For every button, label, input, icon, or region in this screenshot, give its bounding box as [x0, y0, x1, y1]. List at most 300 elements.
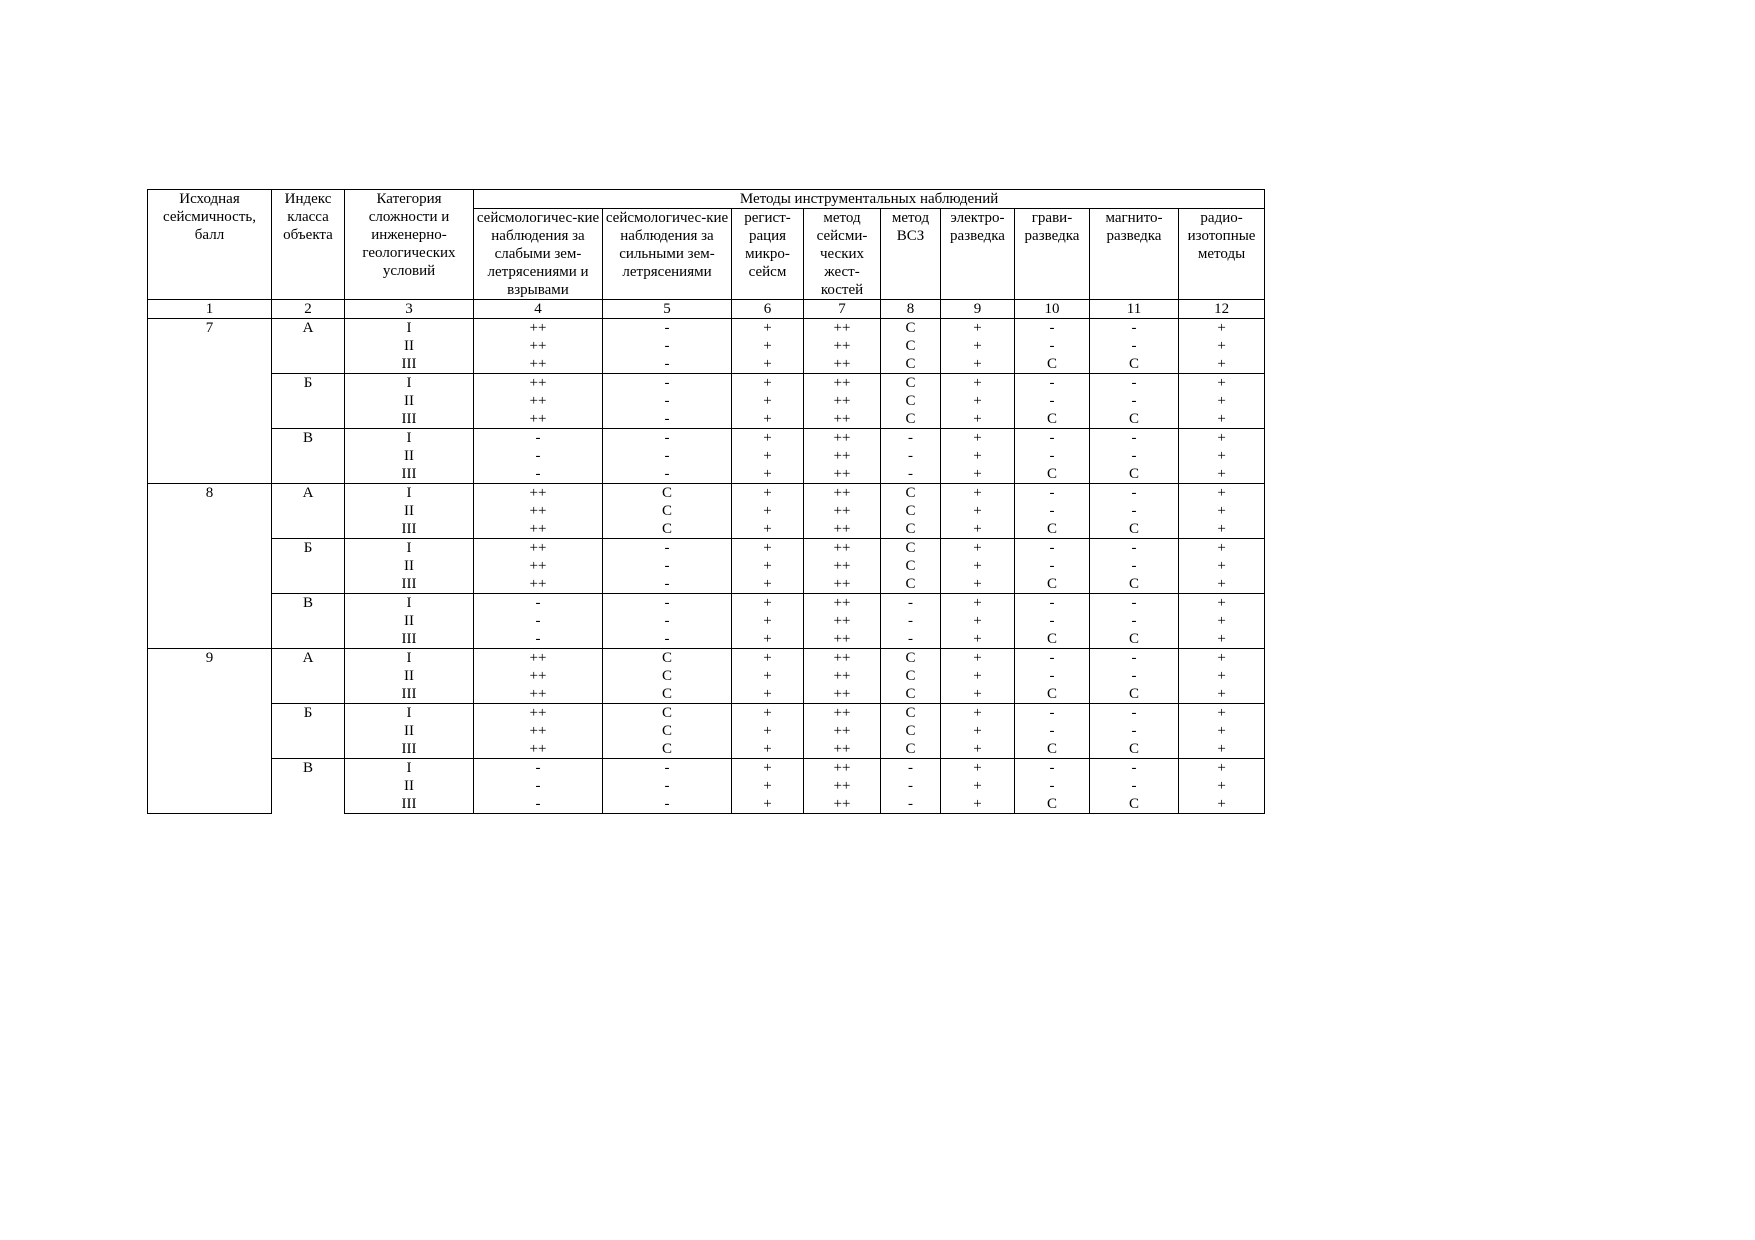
- method-value-cell: -: [603, 795, 732, 814]
- category-cell: I: [345, 704, 474, 723]
- method-value-cell: +: [1179, 429, 1265, 448]
- category-cell: II: [345, 777, 474, 795]
- method-value-cell: +: [941, 594, 1015, 613]
- method-value-cell: +: [1179, 374, 1265, 393]
- method-value-cell: С: [1090, 410, 1179, 429]
- category-cell: II: [345, 502, 474, 520]
- category-cell: III: [345, 740, 474, 759]
- method-value-cell: С: [1015, 685, 1090, 704]
- table-row: [148, 374, 1265, 393]
- method-value-cell: -: [1090, 319, 1179, 338]
- method-value-cell: +: [732, 759, 804, 778]
- column-number: 2: [272, 300, 345, 319]
- category-cell: II: [345, 557, 474, 575]
- category-cell: I: [345, 539, 474, 558]
- table-row: [148, 539, 1265, 558]
- seismicity-cell: 9: [148, 649, 272, 814]
- method-value-cell: -: [1090, 759, 1179, 778]
- category-cell: III: [345, 630, 474, 649]
- method-value-cell: ++: [804, 740, 881, 759]
- method-value-cell: +: [732, 447, 804, 465]
- column-number: 4: [474, 300, 603, 319]
- column-number: 10: [1015, 300, 1090, 319]
- method-value-cell: ++: [474, 484, 603, 503]
- method-value-cell: -: [603, 777, 732, 795]
- method-value-cell: -: [603, 594, 732, 613]
- category-cell: I: [345, 319, 474, 338]
- method-value-cell: ++: [804, 337, 881, 355]
- column-number: 8: [881, 300, 941, 319]
- method-value-cell: -: [603, 612, 732, 630]
- class-index-cell: А: [272, 319, 345, 374]
- method-value-cell: -: [1015, 594, 1090, 613]
- method-value-cell: С: [881, 685, 941, 704]
- method-value-cell: ++: [804, 502, 881, 520]
- method-value-cell: +: [941, 520, 1015, 539]
- method-value-cell: +: [732, 484, 804, 503]
- method-value-cell: ++: [474, 685, 603, 704]
- method-value-cell: -: [474, 612, 603, 630]
- header-method-seismic-rigidity: метод сейсми-ческих жест-костей: [804, 209, 881, 300]
- method-value-cell: ++: [474, 667, 603, 685]
- header-method-gravi: грави-разведка: [1015, 209, 1090, 300]
- method-value-cell: ++: [474, 557, 603, 575]
- method-value-cell: -: [1090, 392, 1179, 410]
- method-value-cell: С: [881, 484, 941, 503]
- method-value-cell: +: [941, 557, 1015, 575]
- method-value-cell: -: [1015, 759, 1090, 778]
- method-value-cell: +: [732, 612, 804, 630]
- method-value-cell: ++: [804, 539, 881, 558]
- method-value-cell: ++: [804, 704, 881, 723]
- column-number: 1: [148, 300, 272, 319]
- method-value-cell: +: [732, 740, 804, 759]
- method-value-cell: -: [881, 795, 941, 814]
- method-value-cell: -: [1015, 502, 1090, 520]
- method-value-cell: С: [1090, 575, 1179, 594]
- table-row: [148, 649, 1265, 668]
- method-value-cell: -: [474, 630, 603, 649]
- method-value-cell: +: [1179, 740, 1265, 759]
- method-value-cell: +: [1179, 777, 1265, 795]
- method-value-cell: +: [1179, 649, 1265, 668]
- method-value-cell: -: [881, 777, 941, 795]
- method-value-cell: -: [1015, 777, 1090, 795]
- method-value-cell: +: [1179, 410, 1265, 429]
- method-value-cell: -: [1090, 337, 1179, 355]
- method-value-cell: ++: [474, 502, 603, 520]
- method-value-cell: +: [941, 777, 1015, 795]
- method-value-cell: +: [1179, 392, 1265, 410]
- method-value-cell: С: [1090, 630, 1179, 649]
- method-value-cell: ++: [804, 374, 881, 393]
- category-cell: I: [345, 484, 474, 503]
- column-number: 12: [1179, 300, 1265, 319]
- method-value-cell: С: [881, 722, 941, 740]
- method-value-cell: С: [603, 502, 732, 520]
- header-method-magneto: магнито-разведка: [1090, 209, 1179, 300]
- method-value-cell: ++: [474, 337, 603, 355]
- method-value-cell: +: [732, 777, 804, 795]
- method-value-cell: ++: [804, 355, 881, 374]
- method-value-cell: +: [732, 539, 804, 558]
- method-value-cell: +: [732, 667, 804, 685]
- method-value-cell: +: [941, 355, 1015, 374]
- method-value-cell: +: [941, 704, 1015, 723]
- class-index-cell: В: [272, 594, 345, 649]
- method-value-cell: С: [1090, 795, 1179, 814]
- method-value-cell: -: [1090, 777, 1179, 795]
- category-cell: III: [345, 520, 474, 539]
- header-class-index: Индекс класса объекта: [272, 190, 345, 300]
- method-value-cell: С: [881, 667, 941, 685]
- method-value-cell: С: [1015, 520, 1090, 539]
- method-value-cell: ++: [804, 777, 881, 795]
- method-value-cell: -: [1090, 612, 1179, 630]
- category-cell: III: [345, 465, 474, 484]
- category-cell: III: [345, 410, 474, 429]
- method-value-cell: С: [1090, 520, 1179, 539]
- method-value-cell: С: [881, 502, 941, 520]
- methods-table: [147, 189, 1265, 814]
- method-value-cell: ++: [804, 575, 881, 594]
- method-value-cell: ++: [804, 465, 881, 484]
- method-value-cell: -: [1015, 539, 1090, 558]
- header-seismicity: Исходная сейсмичность, балл: [148, 190, 272, 300]
- method-value-cell: С: [1090, 740, 1179, 759]
- method-value-cell: С: [881, 649, 941, 668]
- method-value-cell: С: [1090, 685, 1179, 704]
- seismicity-cell: 7: [148, 319, 272, 484]
- class-index-cell: В: [272, 429, 345, 484]
- method-value-cell: С: [881, 557, 941, 575]
- method-value-cell: ++: [804, 759, 881, 778]
- category-cell: II: [345, 667, 474, 685]
- method-value-cell: ++: [804, 649, 881, 668]
- method-value-cell: +: [732, 337, 804, 355]
- method-value-cell: +: [732, 502, 804, 520]
- method-value-cell: +: [941, 392, 1015, 410]
- method-value-cell: +: [941, 685, 1015, 704]
- method-value-cell: С: [881, 575, 941, 594]
- method-value-cell: С: [603, 685, 732, 704]
- header-method-radioisotope: радио-изотопные методы: [1179, 209, 1265, 300]
- method-value-cell: -: [881, 612, 941, 630]
- method-value-cell: +: [732, 704, 804, 723]
- column-numbers-row: [148, 300, 1265, 319]
- class-index-cell: Б: [272, 374, 345, 429]
- method-value-cell: +: [732, 410, 804, 429]
- category-cell: I: [345, 759, 474, 778]
- seismicity-cell: 8: [148, 484, 272, 649]
- method-value-cell: +: [941, 374, 1015, 393]
- method-value-cell: С: [1015, 465, 1090, 484]
- method-value-cell: +: [732, 557, 804, 575]
- category-cell: II: [345, 722, 474, 740]
- method-value-cell: С: [603, 520, 732, 539]
- table-row: [148, 484, 1265, 503]
- method-value-cell: -: [1015, 337, 1090, 355]
- category-cell: III: [345, 795, 474, 814]
- method-value-cell: -: [881, 594, 941, 613]
- method-value-cell: -: [603, 337, 732, 355]
- method-value-cell: ++: [474, 319, 603, 338]
- method-value-cell: +: [941, 759, 1015, 778]
- method-value-cell: +: [1179, 704, 1265, 723]
- method-value-cell: -: [603, 465, 732, 484]
- method-value-cell: ++: [474, 392, 603, 410]
- method-value-cell: +: [941, 465, 1015, 484]
- class-index-cell: А: [272, 649, 345, 704]
- method-value-cell: ++: [804, 520, 881, 539]
- method-value-cell: ++: [474, 374, 603, 393]
- method-value-cell: С: [1015, 795, 1090, 814]
- method-value-cell: +: [1179, 447, 1265, 465]
- category-cell: III: [345, 575, 474, 594]
- method-value-cell: -: [1015, 722, 1090, 740]
- method-value-cell: ++: [474, 649, 603, 668]
- method-value-cell: -: [474, 429, 603, 448]
- method-value-cell: С: [881, 319, 941, 338]
- method-value-cell: -: [1015, 319, 1090, 338]
- method-value-cell: -: [881, 630, 941, 649]
- method-value-cell: ++: [474, 704, 603, 723]
- table-row: [148, 704, 1265, 723]
- header-row: [148, 190, 1265, 209]
- method-value-cell: -: [1015, 447, 1090, 465]
- method-value-cell: -: [1090, 557, 1179, 575]
- method-value-cell: +: [941, 630, 1015, 649]
- column-number: 11: [1090, 300, 1179, 319]
- method-value-cell: -: [474, 594, 603, 613]
- method-value-cell: +: [1179, 520, 1265, 539]
- table-row: [148, 429, 1265, 448]
- method-value-cell: С: [603, 484, 732, 503]
- method-value-cell: +: [1179, 575, 1265, 594]
- method-value-cell: С: [603, 649, 732, 668]
- method-value-cell: +: [941, 447, 1015, 465]
- method-value-cell: ++: [474, 740, 603, 759]
- category-cell: I: [345, 374, 474, 393]
- method-value-cell: ++: [804, 410, 881, 429]
- header-method-microseism: регист-рация микро-сейсм: [732, 209, 804, 300]
- method-value-cell: +: [1179, 539, 1265, 558]
- column-number: 9: [941, 300, 1015, 319]
- method-value-cell: -: [603, 447, 732, 465]
- class-index-cell: Б: [272, 704, 345, 759]
- table-row: [148, 594, 1265, 613]
- method-value-cell: +: [1179, 484, 1265, 503]
- header-methods-group: Методы инструментальных наблюдений: [474, 190, 1265, 209]
- header-method-vsz: метод ВСЗ: [881, 209, 941, 300]
- method-value-cell: ++: [804, 484, 881, 503]
- method-value-cell: С: [1015, 355, 1090, 374]
- method-value-cell: +: [941, 484, 1015, 503]
- method-value-cell: С: [1015, 575, 1090, 594]
- method-value-cell: +: [941, 795, 1015, 814]
- method-value-cell: С: [603, 704, 732, 723]
- method-value-cell: +: [732, 429, 804, 448]
- method-value-cell: -: [474, 759, 603, 778]
- method-value-cell: +: [941, 337, 1015, 355]
- method-value-cell: -: [1015, 484, 1090, 503]
- method-value-cell: +: [1179, 685, 1265, 704]
- table-row: [148, 319, 1265, 338]
- method-value-cell: +: [941, 429, 1015, 448]
- method-value-cell: С: [881, 740, 941, 759]
- method-value-cell: +: [1179, 594, 1265, 613]
- method-value-cell: +: [1179, 319, 1265, 338]
- method-value-cell: -: [881, 429, 941, 448]
- method-value-cell: -: [603, 630, 732, 649]
- method-value-cell: -: [474, 447, 603, 465]
- method-value-cell: -: [603, 575, 732, 594]
- method-value-cell: -: [603, 759, 732, 778]
- column-number: 5: [603, 300, 732, 319]
- category-cell: I: [345, 429, 474, 448]
- method-value-cell: ++: [804, 630, 881, 649]
- method-value-cell: -: [1090, 484, 1179, 503]
- method-value-cell: +: [1179, 722, 1265, 740]
- method-value-cell: ++: [474, 539, 603, 558]
- method-value-cell: +: [732, 319, 804, 338]
- method-value-cell: -: [1015, 704, 1090, 723]
- method-value-cell: С: [603, 740, 732, 759]
- class-index-cell: В: [272, 759, 345, 814]
- method-value-cell: +: [941, 740, 1015, 759]
- category-cell: II: [345, 392, 474, 410]
- method-value-cell: С: [1015, 740, 1090, 759]
- method-value-cell: -: [1090, 502, 1179, 520]
- method-value-cell: +: [732, 392, 804, 410]
- method-value-cell: +: [732, 465, 804, 484]
- method-value-cell: С: [881, 539, 941, 558]
- method-value-cell: ++: [474, 575, 603, 594]
- method-value-cell: ++: [804, 319, 881, 338]
- method-value-cell: +: [941, 722, 1015, 740]
- method-value-cell: -: [1015, 392, 1090, 410]
- method-value-cell: +: [1179, 557, 1265, 575]
- method-value-cell: +: [941, 575, 1015, 594]
- method-value-cell: -: [1015, 557, 1090, 575]
- method-value-cell: ++: [804, 392, 881, 410]
- method-value-cell: -: [603, 355, 732, 374]
- method-value-cell: +: [1179, 502, 1265, 520]
- header-method-strong-seismology: сейсмологичес-кие наблюдения за сильными зем-летрясениями: [603, 209, 732, 300]
- method-value-cell: ++: [804, 594, 881, 613]
- category-cell: II: [345, 612, 474, 630]
- method-value-cell: ++: [804, 557, 881, 575]
- method-value-cell: +: [1179, 667, 1265, 685]
- method-value-cell: +: [732, 722, 804, 740]
- method-value-cell: ++: [804, 685, 881, 704]
- method-value-cell: -: [603, 374, 732, 393]
- method-value-cell: -: [1090, 429, 1179, 448]
- method-value-cell: +: [941, 410, 1015, 429]
- method-value-cell: С: [881, 392, 941, 410]
- method-value-cell: -: [1090, 539, 1179, 558]
- method-value-cell: +: [941, 502, 1015, 520]
- category-cell: III: [345, 685, 474, 704]
- method-value-cell: С: [1015, 410, 1090, 429]
- category-cell: II: [345, 447, 474, 465]
- method-value-cell: +: [732, 685, 804, 704]
- table-row: [148, 759, 1265, 778]
- method-value-cell: С: [881, 374, 941, 393]
- method-value-cell: -: [1015, 667, 1090, 685]
- method-value-cell: -: [603, 539, 732, 558]
- method-value-cell: +: [1179, 795, 1265, 814]
- method-value-cell: -: [1090, 649, 1179, 668]
- method-value-cell: С: [881, 704, 941, 723]
- header-method-electro: электро-разведка: [941, 209, 1015, 300]
- method-value-cell: +: [732, 594, 804, 613]
- method-value-cell: -: [474, 777, 603, 795]
- method-value-cell: -: [603, 429, 732, 448]
- method-value-cell: ++: [474, 722, 603, 740]
- method-value-cell: С: [1090, 355, 1179, 374]
- method-value-cell: +: [732, 374, 804, 393]
- method-value-cell: -: [1015, 649, 1090, 668]
- method-value-cell: С: [881, 520, 941, 539]
- method-value-cell: -: [881, 465, 941, 484]
- method-value-cell: ++: [804, 667, 881, 685]
- method-value-cell: ++: [804, 429, 881, 448]
- method-value-cell: +: [732, 795, 804, 814]
- method-value-cell: +: [941, 319, 1015, 338]
- column-number: 3: [345, 300, 474, 319]
- category-cell: I: [345, 594, 474, 613]
- method-value-cell: С: [1090, 465, 1179, 484]
- method-value-cell: +: [732, 649, 804, 668]
- method-value-cell: -: [1015, 612, 1090, 630]
- method-value-cell: +: [732, 520, 804, 539]
- method-value-cell: С: [881, 355, 941, 374]
- method-value-cell: +: [941, 539, 1015, 558]
- method-value-cell: -: [1015, 374, 1090, 393]
- method-value-cell: ++: [474, 410, 603, 429]
- method-value-cell: -: [474, 795, 603, 814]
- method-value-cell: +: [1179, 759, 1265, 778]
- method-value-cell: -: [474, 465, 603, 484]
- table-body: [148, 190, 1265, 814]
- method-value-cell: +: [1179, 630, 1265, 649]
- category-cell: II: [345, 337, 474, 355]
- method-value-cell: -: [1090, 594, 1179, 613]
- method-value-cell: +: [732, 575, 804, 594]
- class-index-cell: Б: [272, 539, 345, 594]
- method-value-cell: С: [881, 337, 941, 355]
- method-value-cell: С: [881, 410, 941, 429]
- method-value-cell: ++: [804, 447, 881, 465]
- method-value-cell: +: [1179, 355, 1265, 374]
- method-value-cell: +: [1179, 612, 1265, 630]
- header-category: Категория сложности и инженерно-геологических условий: [345, 190, 474, 300]
- method-value-cell: ++: [804, 612, 881, 630]
- method-value-cell: ++: [474, 355, 603, 374]
- method-value-cell: +: [732, 630, 804, 649]
- method-value-cell: -: [881, 447, 941, 465]
- header-method-weak-seismology: сейсмологичес-кие наблюдения за слабыми зем-летрясениями и взрывами: [474, 209, 603, 300]
- method-value-cell: +: [1179, 337, 1265, 355]
- method-value-cell: +: [941, 649, 1015, 668]
- method-value-cell: +: [1179, 465, 1265, 484]
- method-value-cell: С: [603, 667, 732, 685]
- method-value-cell: -: [1090, 374, 1179, 393]
- column-number: 6: [732, 300, 804, 319]
- method-value-cell: +: [941, 612, 1015, 630]
- category-cell: III: [345, 355, 474, 374]
